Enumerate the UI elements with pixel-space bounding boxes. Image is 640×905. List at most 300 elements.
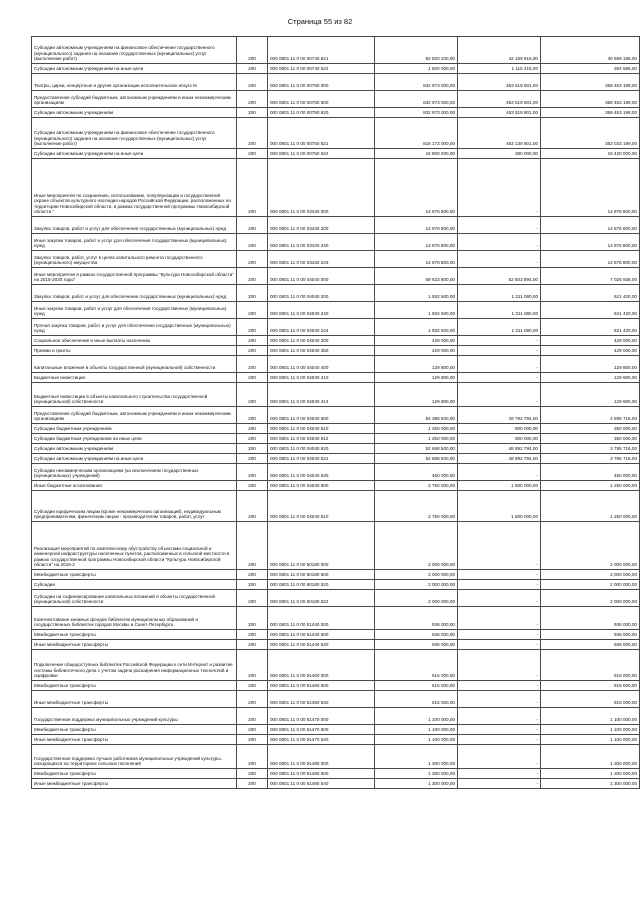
table-row <box>32 37 640 64</box>
budget-cell-code: 200 <box>237 251 268 268</box>
budget-cell-executed: - <box>458 691 541 708</box>
budget-cell-remaining: 1 100 000,00 <box>541 708 640 725</box>
budget-cell-name: Предоставление субсидий бюджетным, автономным учреждениям и иным некоммерческим организациям <box>32 91 237 108</box>
budget-cell-classification: 000 0801 11 0 00 04040 000 <box>268 268 375 285</box>
budget-cell-approved: 52 688 500,00 <box>375 454 458 464</box>
budget-cell-executed: - <box>458 640 541 650</box>
budget-cell-classification: 000 0801 11 0 00 04040 200 <box>268 285 375 302</box>
table-row <box>32 159 640 217</box>
budget-cell-executed: - <box>458 383 541 407</box>
budget-cell-executed: - <box>458 346 541 356</box>
table-row <box>32 522 640 570</box>
budget-cell-executed: - <box>458 725 541 735</box>
budget-cell-remaining: 369 453 199,00 <box>541 108 640 118</box>
budget-cell-approved: 1 250 000,00 <box>375 424 458 434</box>
budget-cell-name: Премии и гранты <box>32 346 237 356</box>
budget-cell-remaining: 2 000 000,00 <box>541 590 640 607</box>
table-row <box>32 444 640 454</box>
budget-cell-code: 200 <box>237 74 268 91</box>
budget-cell-approved: 2 000 000,00 <box>375 580 458 590</box>
budget-cell-name: Субсидии бюджетным учреждениям <box>32 424 237 434</box>
budget-cell-name: Театры, цирки, концертные и другие организации исполнительских искусств <box>32 74 237 91</box>
budget-cell-approved: 832 973 000,00 <box>375 74 458 91</box>
budget-cell-code: 200 <box>237 37 268 64</box>
table-row <box>32 383 640 407</box>
budget-cell-approved: 1 100 000,00 <box>375 708 458 725</box>
budget-cell-remaining: 4 595 716,00 <box>541 407 640 424</box>
budget-cell-classification: 000 0801 11 0 00 00750 622 <box>268 149 375 159</box>
budget-cell-code: 200 <box>237 570 268 580</box>
budget-cell-name: Субсидии некоммерческим организациям (за исключением государственных (муниципальных) учреждений) <box>32 464 237 481</box>
budget-cell-code: 200 <box>237 234 268 251</box>
budget-cell-remaining: 353 033 199,00 <box>541 118 640 149</box>
budget-cell-approved: 429 000,00 <box>375 336 458 346</box>
table-row <box>32 630 640 640</box>
budget-cell-executed: - <box>458 607 541 630</box>
table-row <box>32 491 640 522</box>
budget-cell-approved: 615 000,00 <box>375 681 458 691</box>
budget-cell-name: Иные мероприятия по сохранению, использованию, популяризации и государственной охране объектов культурного наследия народов Российской Федерации, расположенных на территории Новосибирской области, в рамках государственной программы Новосибирской области " <box>32 159 237 217</box>
table-row <box>32 74 640 91</box>
budget-cell-code: 200 <box>237 268 268 285</box>
budget-cell-approved: 615 000,00 <box>375 691 458 708</box>
budget-cell-remaining: 14 876 800,00 <box>541 217 640 234</box>
table-row <box>32 454 640 464</box>
budget-cell-classification: 000 0801 11 0 00 00750 600 <box>268 91 375 108</box>
budget-cell-executed: - <box>458 522 541 570</box>
table-row <box>32 708 640 725</box>
budget-cell-remaining: 621 420,00 <box>541 302 640 319</box>
budget-cell-code: 200 <box>237 336 268 346</box>
budget-cell-executed: 49 792 784,00 <box>458 407 541 424</box>
budget-cell-classification: 000 0801 11 0 00 51480 540 <box>268 779 375 789</box>
budget-cell-executed: - <box>458 779 541 789</box>
budget-cell-remaining: 1 100 000,00 <box>541 725 640 735</box>
budget-cell-executed: 1 311 080,00 <box>458 302 541 319</box>
budget-cell-name: Бюджетные инвестиции в объекты капитального строительства государственной (муниципальной) собственности <box>32 383 237 407</box>
budget-cell-classification: 000 0801 11 0 00 51480 500 <box>268 769 375 779</box>
table-row <box>32 607 640 630</box>
budget-cell-classification: 000 0801 11 0 00 51480 000 <box>268 745 375 769</box>
budget-cell-approved: 450 000,00 <box>375 464 458 481</box>
budget-cell-name: Бюджетные инвестиции <box>32 373 237 383</box>
budget-cell-classification: 000 0801 11 0 00 03430 240 <box>268 234 375 251</box>
budget-cell-classification: 000 0801 11 0 00 51470 000 <box>268 708 375 725</box>
budget-cell-approved: 1 300 000,00 <box>375 779 458 789</box>
budget-cell-executed: 900 000,00 <box>458 434 541 444</box>
table-row <box>32 336 640 346</box>
budget-cell-executed: 380 000,00 <box>458 149 541 159</box>
table-row <box>32 580 640 590</box>
budget-cell-approved: 2 000 000,00 <box>375 570 458 580</box>
budget-cell-remaining: 450 000,00 <box>541 464 640 481</box>
budget-cell-approved: 1 100 000,00 <box>375 725 458 735</box>
budget-cell-executed: - <box>458 769 541 779</box>
budget-cell-name: Субсидии автономным учреждениям <box>32 108 237 118</box>
budget-cell-remaining: 1 300 000,00 <box>541 745 640 769</box>
budget-cell-approved: 2 000 000,00 <box>375 522 458 570</box>
budget-cell-remaining: 7 025 936,00 <box>541 268 640 285</box>
budget-cell-remaining: 14 876 800,00 <box>541 234 640 251</box>
budget-cell-approved: 52 688 500,00 <box>375 444 458 454</box>
budget-cell-remaining: 129 800,00 <box>541 356 640 373</box>
budget-cell-executed: 1 115 415,00 <box>458 64 541 74</box>
budget-cell-code: 200 <box>237 491 268 522</box>
budget-cell-executed: - <box>458 580 541 590</box>
table-row <box>32 407 640 424</box>
budget-cell-remaining: 350 000,00 <box>541 434 640 444</box>
budget-cell-executed: - <box>458 373 541 383</box>
budget-cell-approved: 1 250 000,00 <box>375 434 458 444</box>
budget-cell-code: 200 <box>237 383 268 407</box>
budget-cell-name: Капитальные вложения в объекты государственной (муниципальной) собственности <box>32 356 237 373</box>
budget-cell-code: 200 <box>237 650 268 681</box>
budget-cell-executed: 900 000,00 <box>458 424 541 434</box>
budget-cell-classification: 000 0801 11 0 00 04040 400 <box>268 356 375 373</box>
budget-cell-classification: 000 0801 11 0 00 03430 243 <box>268 251 375 268</box>
budget-cell-code: 200 <box>237 769 268 779</box>
budget-cell-name: Иные бюджетные ассигнования <box>32 481 237 491</box>
budget-cell-code: 200 <box>237 725 268 735</box>
budget-cell-approved: 82 820 100,00 <box>375 37 458 64</box>
budget-table <box>31 36 640 789</box>
budget-cell-remaining: 615 000,00 <box>541 681 640 691</box>
budget-cell-classification: 000 0801 11 0 00 04040 350 <box>268 346 375 356</box>
budget-cell-code: 200 <box>237 691 268 708</box>
budget-cell-remaining: 429 000,00 <box>541 336 640 346</box>
table-row <box>32 268 640 285</box>
budget-cell-remaining: 40 659 185,00 <box>541 37 640 64</box>
budget-cell-name: Иные межбюджетные трансферты <box>32 640 237 650</box>
table-row <box>32 149 640 159</box>
budget-cell-classification: 000 0801 11 0 00 04040 300 <box>268 336 375 346</box>
budget-cell-approved: 54 388 500,00 <box>375 407 458 424</box>
budget-cell-executed: - <box>458 650 541 681</box>
budget-cell-classification: 000 0801 11 0 00 03430 000 <box>268 159 375 217</box>
budget-cell-executed: - <box>458 464 541 481</box>
budget-cell-code: 200 <box>237 708 268 725</box>
budget-cell-name: Субсидии автономным учреждениям на иные цели <box>32 64 237 74</box>
table-row <box>32 234 640 251</box>
budget-cell-approved: 14 876 800,00 <box>375 159 458 217</box>
budget-cell-approved: 1 100 000,00 <box>375 735 458 745</box>
table-row <box>32 64 640 74</box>
budget-cell-approved: 129 800,00 <box>375 356 458 373</box>
budget-cell-code: 200 <box>237 373 268 383</box>
budget-cell-code: 200 <box>237 159 268 217</box>
budget-table-body <box>32 37 640 789</box>
budget-cell-name: Субсидии юридическим лицам (кроме некоммерческих организаций), индивидуальным предпринимателям, физическим лицам - производителям товаров, работ, услуг <box>32 491 237 522</box>
budget-cell-code: 200 <box>237 735 268 745</box>
budget-cell-executed: - <box>458 745 541 769</box>
budget-cell-name: Закупка товаров, работ и услуг для обеспечения государственных (муниципальных) нужд <box>32 217 237 234</box>
budget-cell-executed: - <box>458 708 541 725</box>
budget-cell-remaining: 1 100 000,00 <box>541 735 640 745</box>
budget-cell-code: 200 <box>237 285 268 302</box>
budget-cell-executed: 52 603 894,00 <box>458 268 541 285</box>
budget-cell-code: 200 <box>237 481 268 491</box>
table-row <box>32 650 640 681</box>
budget-cell-remaining: 1 250 000,00 <box>541 491 640 522</box>
budget-cell-remaining: 2 000 000,00 <box>541 580 640 590</box>
budget-cell-name: Субсидии на софинансирование капитальных вложений в объекты государственной (муниципальной) собственности <box>32 590 237 607</box>
budget-cell-name: Межбюджетные трансферты <box>32 681 237 691</box>
budget-cell-remaining: 615 000,00 <box>541 650 640 681</box>
table-row <box>32 424 640 434</box>
budget-cell-code: 200 <box>237 454 268 464</box>
budget-cell-approved: 14 876 800,00 <box>375 217 458 234</box>
budget-cell-classification: 000 0801 11 0 00 51470 540 <box>268 735 375 745</box>
table-row <box>32 725 640 735</box>
table-row <box>32 735 640 745</box>
budget-cell-name: Субсидии автономным учреждениям на финансовое обеспечение государственного (муниципального) задания на оказание государственных (муниципальных) услуг (выполнение работ) <box>32 37 237 64</box>
budget-cell-executed: - <box>458 590 541 607</box>
table-row <box>32 118 640 149</box>
budget-cell-executed: 1 311 080,00 <box>458 285 541 302</box>
budget-cell-approved: 832 973 000,00 <box>375 108 458 118</box>
table-row <box>32 769 640 779</box>
budget-cell-name: Подключение общедоступных библиотек Российской Федерации к сети Интернет и развитие системы библиотечного дела с учетом задачи расширения информационных технологий и оцифровки <box>32 650 237 681</box>
budget-cell-code: 200 <box>237 444 268 454</box>
budget-cell-remaining: 621 420,00 <box>541 285 640 302</box>
budget-cell-approved: 129 800,00 <box>375 383 458 407</box>
budget-cell-approved: 2 750 000,00 <box>375 491 458 522</box>
budget-cell-approved: 2 750 000,00 <box>375 481 458 491</box>
budget-cell-code: 200 <box>237 356 268 373</box>
budget-cell-classification: 000 0801 11 0 00 04040 414 <box>268 383 375 407</box>
budget-cell-executed: 463 519 801,00 <box>458 91 541 108</box>
budget-cell-classification: 000 0801 11 0 00 00740 622 <box>268 64 375 74</box>
budget-cell-remaining: 14 876 800,00 <box>541 251 640 268</box>
budget-cell-code: 200 <box>237 434 268 444</box>
budget-cell-approved: 936 000,00 <box>375 630 458 640</box>
table-row <box>32 481 640 491</box>
budget-cell-name: Комплектование книжных фондов библиотек муниципальных образований и государственных библиотек городов Москвы и Санкт-Петербурга <box>32 607 237 630</box>
budget-cell-remaining: 2 000 000,00 <box>541 570 640 580</box>
budget-cell-code: 200 <box>237 149 268 159</box>
budget-cell-classification: 000 0801 11 0 00 51460 000 <box>268 650 375 681</box>
table-row <box>32 464 640 481</box>
table-row <box>32 346 640 356</box>
budget-cell-approved: 14 876 800,00 <box>375 251 458 268</box>
table-row <box>32 302 640 319</box>
budget-cell-classification: 000 0801 11 0 00 51440 540 <box>268 640 375 650</box>
budget-cell-code: 200 <box>237 779 268 789</box>
budget-cell-approved: 816 173 000,00 <box>375 118 458 149</box>
budget-cell-remaining: 14 876 800,00 <box>541 159 640 217</box>
budget-cell-approved: 1 932 500,00 <box>375 285 458 302</box>
budget-cell-approved: 16 800 000,00 <box>375 149 458 159</box>
budget-cell-name: Субсидии автономным учреждениям <box>32 444 237 454</box>
budget-cell-executed: - <box>458 336 541 346</box>
budget-cell-executed: 1 311 080,00 <box>458 319 541 336</box>
budget-cell-remaining: 936 000,00 <box>541 640 640 650</box>
budget-cell-remaining: 1 300 000,00 <box>541 779 640 789</box>
budget-cell-name: Иные межбюджетные трансферты <box>32 779 237 789</box>
budget-cell-name: Иные закупки товаров, работ и услуг для обеспечения государственных (муниципальных) нужд <box>32 234 237 251</box>
budget-cell-name: Иные межбюджетные трансферты <box>32 691 237 708</box>
budget-cell-name: Межбюджетные трансферты <box>32 630 237 640</box>
budget-cell-classification: 000 0801 11 0 00 04040 610 <box>268 424 375 434</box>
budget-cell-remaining: 2 000 000,00 <box>541 522 640 570</box>
budget-cell-classification: 000 0801 11 0 00 04040 630 <box>268 464 375 481</box>
table-row <box>32 373 640 383</box>
table-row <box>32 251 640 268</box>
budget-cell-executed: 463 519 801,00 <box>458 74 541 91</box>
table-row <box>32 91 640 108</box>
budget-cell-approved: 1 932 500,00 <box>375 302 458 319</box>
budget-cell-name: Государственная поддержка лучших работников муниципальных учреждений культуры, находящихся на территориях сельских поселений <box>32 745 237 769</box>
budget-cell-approved: 1 932 500,00 <box>375 319 458 336</box>
budget-cell-code: 200 <box>237 640 268 650</box>
budget-cell-classification: 000 0801 11 0 00 51440 500 <box>268 630 375 640</box>
budget-cell-remaining: 350 000,00 <box>541 424 640 434</box>
budget-cell-code: 200 <box>237 590 268 607</box>
budget-cell-remaining: 16 420 000,00 <box>541 149 640 159</box>
budget-cell-classification: 000 0801 11 0 00 04040 800 <box>268 481 375 491</box>
budget-cell-code: 200 <box>237 407 268 424</box>
table-row <box>32 745 640 769</box>
budget-cell-name: Межбюджетные трансферты <box>32 725 237 735</box>
budget-cell-code: 200 <box>237 522 268 570</box>
budget-cell-executed: - <box>458 630 541 640</box>
budget-cell-code: 200 <box>237 580 268 590</box>
budget-cell-classification: 000 0801 11 0 00 51440 000 <box>268 607 375 630</box>
budget-cell-executed: 48 892 784,00 <box>458 454 541 464</box>
budget-cell-name: Закупка товаров, работ, услуг в целях капитального ремонта государственного (муниципального) имущества <box>32 251 237 268</box>
budget-cell-name: Субсидии <box>32 580 237 590</box>
budget-cell-code: 200 <box>237 302 268 319</box>
budget-cell-classification: 000 0801 11 0 00 51460 540 <box>268 691 375 708</box>
budget-cell-approved: 832 973 000,00 <box>375 91 458 108</box>
budget-cell-remaining: 429 000,00 <box>541 346 640 356</box>
budget-cell-classification: 000 0801 11 0 00 51460 500 <box>268 681 375 691</box>
budget-cell-executed: 463 139 801,00 <box>458 118 541 149</box>
table-row <box>32 434 640 444</box>
budget-cell-name: Субсидии автономным учреждениям на финансовое обеспечение государственного (муниципального) задания на оказание государственных (муниципальных) услуг (выполнение работ) <box>32 118 237 149</box>
budget-cell-approved: 936 000,00 <box>375 607 458 630</box>
budget-cell-code: 200 <box>237 346 268 356</box>
budget-cell-classification: 000 0801 11 0 00 50180 500 <box>268 570 375 580</box>
budget-cell-name: Иные мероприятия в рамках государственной программы "Культура Новосибирской области" на 2015-2020 годы" <box>32 268 237 285</box>
budget-cell-classification: 000 0801 11 0 00 04040 620 <box>268 444 375 454</box>
table-row <box>32 779 640 789</box>
budget-cell-code: 200 <box>237 64 268 74</box>
budget-cell-executed: - <box>458 234 541 251</box>
budget-cell-classification: 000 0801 11 0 00 50180 520 <box>268 580 375 590</box>
budget-cell-approved: 1 300 000,00 <box>375 745 458 769</box>
budget-cell-classification: 000 0801 11 0 00 00750 621 <box>268 118 375 149</box>
table-row <box>32 590 640 607</box>
budget-cell-code: 200 <box>237 108 268 118</box>
budget-cell-remaining: 3 795 716,00 <box>541 444 640 454</box>
budget-cell-executed: 42 169 915,00 <box>458 37 541 64</box>
budget-cell-name: Межбюджетные трансферты <box>32 570 237 580</box>
budget-cell-classification: 000 0801 11 0 00 04040 240 <box>268 302 375 319</box>
table-row <box>32 681 640 691</box>
budget-cell-executed: - <box>458 570 541 580</box>
budget-cell-remaining: 621 420,00 <box>541 319 640 336</box>
budget-cell-remaining: 384 585,00 <box>541 64 640 74</box>
table-row <box>32 570 640 580</box>
table-row <box>32 285 640 302</box>
budget-cell-approved: 615 000,00 <box>375 650 458 681</box>
table-row <box>32 217 640 234</box>
table-row <box>32 640 640 650</box>
budget-cell-name: Предоставление субсидий бюджетным, автономным учреждениям и иным некоммерческим организациям <box>32 407 237 424</box>
budget-cell-approved: 59 623 800,00 <box>375 268 458 285</box>
budget-cell-name: Субсидии бюджетным учреждениям на иные цели <box>32 434 237 444</box>
budget-cell-name: Межбюджетные трансферты <box>32 769 237 779</box>
budget-cell-classification: 000 0801 11 0 00 00750 620 <box>268 108 375 118</box>
budget-cell-classification: 000 0801 11 0 00 51470 500 <box>268 725 375 735</box>
budget-cell-code: 200 <box>237 424 268 434</box>
budget-cell-name: Прочая закупка товаров, работ и услуг для обеспечения государственных (муниципальных) нужд <box>32 319 237 336</box>
budget-cell-name: Субсидии автономным учреждениям на иные цели <box>32 454 237 464</box>
budget-cell-approved: 2 000 000,00 <box>375 590 458 607</box>
budget-cell-classification: 000 0801 11 0 00 04040 612 <box>268 434 375 444</box>
budget-cell-executed: 463 519 801,00 <box>458 108 541 118</box>
budget-cell-remaining: 936 000,00 <box>541 607 640 630</box>
page-header: Страница 55 из 82 <box>287 17 353 26</box>
table-row <box>32 691 640 708</box>
budget-cell-remaining: 129 800,00 <box>541 373 640 383</box>
budget-cell-remaining: 369 453 199,00 <box>541 74 640 91</box>
budget-cell-code: 200 <box>237 607 268 630</box>
budget-cell-remaining: 936 000,00 <box>541 630 640 640</box>
budget-cell-classification: 000 0801 11 0 00 04040 622 <box>268 454 375 464</box>
budget-cell-classification: 000 0801 11 0 00 50180 000 <box>268 522 375 570</box>
budget-cell-executed: 48 892 784,00 <box>458 444 541 454</box>
table-row <box>32 356 640 373</box>
budget-cell-approved: 1 500 000,00 <box>375 64 458 74</box>
budget-cell-name: Субсидии автономным учреждениям на иные цели <box>32 149 237 159</box>
budget-cell-classification: 000 0801 11 0 00 04040 810 <box>268 491 375 522</box>
budget-cell-remaining: 369 453 199,00 <box>541 91 640 108</box>
budget-cell-executed: - <box>458 735 541 745</box>
budget-cell-executed: - <box>458 681 541 691</box>
budget-cell-name: Иные закупки товаров, работ и услуг для обеспечения государственных (муниципальных) нужд <box>32 302 237 319</box>
budget-cell-name: Социальное обеспечение и иные выплаты населению <box>32 336 237 346</box>
budget-cell-approved: 129 800,00 <box>375 373 458 383</box>
budget-cell-executed: 1 500 000,00 <box>458 491 541 522</box>
budget-cell-remaining: 3 795 716,00 <box>541 454 640 464</box>
budget-cell-code: 200 <box>237 118 268 149</box>
budget-cell-classification: 000 0801 11 0 00 00740 621 <box>268 37 375 64</box>
budget-cell-code: 200 <box>237 319 268 336</box>
budget-cell-code: 200 <box>237 745 268 769</box>
budget-cell-executed: - <box>458 356 541 373</box>
budget-cell-remaining: 1 300 000,00 <box>541 769 640 779</box>
budget-cell-remaining: 1 250 000,00 <box>541 481 640 491</box>
budget-cell-code: 200 <box>237 217 268 234</box>
budget-cell-classification: 000 0801 11 0 00 04040 410 <box>268 373 375 383</box>
budget-cell-name: Реализация мероприятий по комплексному обустройству объектами социальной и инженерной инфраструктуры населенных пунктов, расположенных в сельской местности в рамках государственной программы Новосибирской области "Культура Новосибирской области" на 2015-2 <box>32 522 237 570</box>
budget-cell-remaining: 129 800,00 <box>541 383 640 407</box>
budget-cell-approved: 429 000,00 <box>375 346 458 356</box>
budget-cell-classification: 000 0801 11 0 00 00750 000 <box>268 74 375 91</box>
budget-cell-name: Закупка товаров, работ и услуг для обеспечения государственных (муниципальных) нужд <box>32 285 237 302</box>
budget-cell-classification: 000 0801 11 0 00 50180 522 <box>268 590 375 607</box>
budget-cell-approved: 1 300 000,00 <box>375 769 458 779</box>
budget-cell-executed: 1 500 000,00 <box>458 481 541 491</box>
budget-cell-code: 200 <box>237 91 268 108</box>
budget-cell-code: 200 <box>237 464 268 481</box>
budget-cell-remaining: 615 000,00 <box>541 691 640 708</box>
budget-cell-name: Государственная поддержка муниципальных учреждений культуры <box>32 708 237 725</box>
table-row <box>32 319 640 336</box>
budget-cell-classification: 000 0801 11 0 00 04040 244 <box>268 319 375 336</box>
